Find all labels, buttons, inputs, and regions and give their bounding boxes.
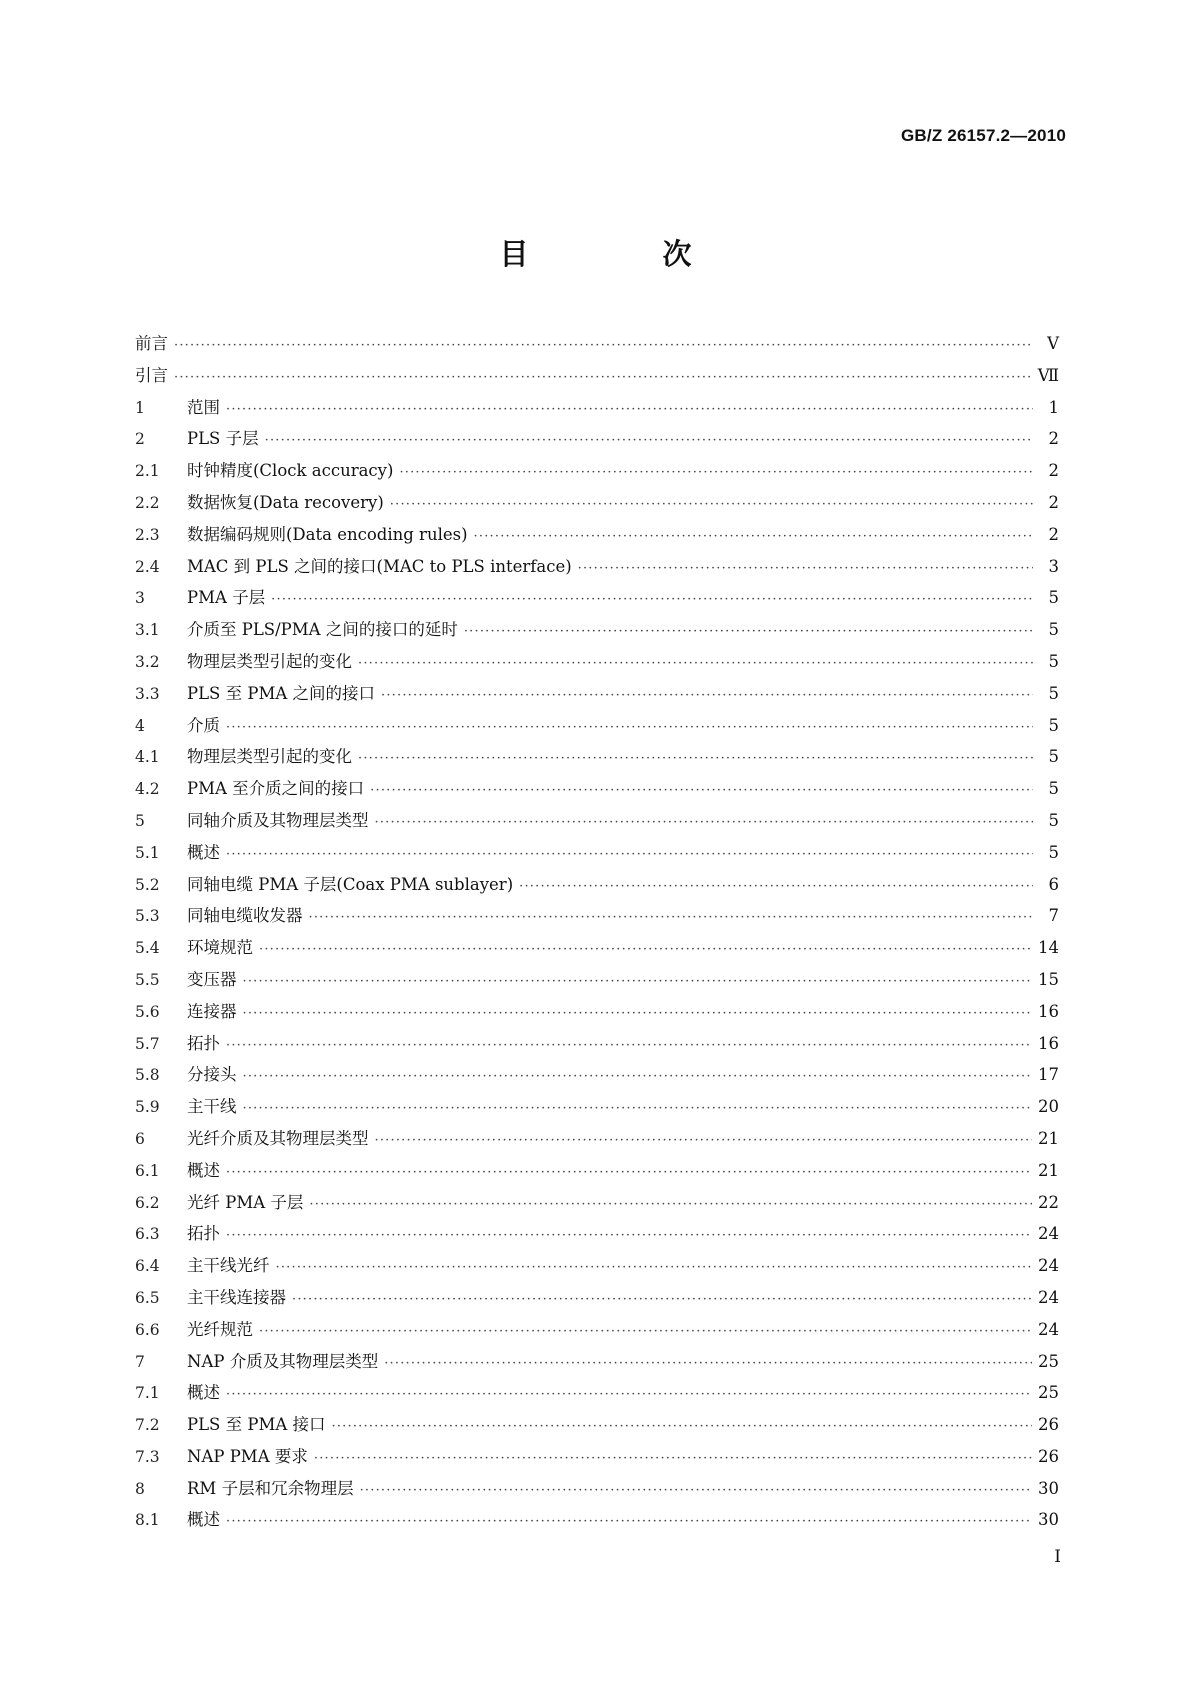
toc-entry-page: 24 bbox=[1038, 1224, 1059, 1244]
toc-entry-title: 介质 bbox=[187, 712, 226, 736]
toc-entry-title: 拓扑 bbox=[187, 1030, 226, 1054]
toc-dot-leader bbox=[314, 1451, 1032, 1466]
toc-entry-title: PMA 子层 bbox=[187, 584, 271, 608]
toc-entry[interactable] bbox=[135, 1284, 1059, 1316]
toc-entry-title: 主干线 bbox=[187, 1093, 243, 1117]
toc-dot-leader bbox=[309, 910, 1034, 925]
toc-entry-title: RM 子层和冗余物理层 bbox=[187, 1475, 360, 1499]
toc-entry-page: 5 bbox=[1048, 747, 1059, 767]
toc-dot-leader bbox=[226, 1228, 1032, 1243]
toc-entry-title: 拓扑 bbox=[187, 1220, 226, 1244]
toc-entry-page: 5 bbox=[1048, 810, 1059, 830]
toc-entry-number: 5.8 bbox=[135, 1066, 160, 1085]
toc-entry-page: 7 bbox=[1048, 906, 1059, 926]
toc-entry-page: 5 bbox=[1048, 620, 1059, 640]
toc-entry-number: 4.1 bbox=[135, 748, 160, 767]
toc-entry-number: 5.3 bbox=[135, 907, 160, 926]
toc-dot-leader bbox=[226, 1038, 1032, 1053]
page-title: 目 次 bbox=[499, 237, 754, 271]
toc-dot-leader bbox=[271, 592, 1033, 607]
toc-entry-page: 2 bbox=[1048, 524, 1059, 544]
toc-entry-number: 2.4 bbox=[135, 557, 160, 576]
toc-entry-title: PLS 至 PMA 之间的接口 bbox=[187, 680, 381, 704]
toc-dot-leader bbox=[174, 370, 1032, 385]
toc-entry-page: Ⅴ bbox=[1047, 334, 1059, 353]
toc-entry[interactable] bbox=[135, 807, 1059, 839]
toc-entry[interactable] bbox=[135, 743, 1059, 775]
toc-entry-title: PLS 至 PMA 接口 bbox=[187, 1411, 332, 1435]
toc-entry-page: 16 bbox=[1038, 1033, 1059, 1053]
toc-entry[interactable] bbox=[135, 1125, 1059, 1157]
toc-entry[interactable] bbox=[135, 584, 1059, 616]
toc-entry-page: 24 bbox=[1038, 1319, 1059, 1339]
toc-entry-page: 2 bbox=[1048, 492, 1059, 512]
toc-entry-number: 2.2 bbox=[135, 493, 160, 512]
toc-entry[interactable] bbox=[135, 839, 1059, 871]
toc-dot-leader bbox=[375, 815, 1034, 830]
toc-entry-number: 5.5 bbox=[135, 970, 160, 989]
toc-entry-page: 20 bbox=[1038, 1097, 1059, 1117]
toc-entry-title: NAP PMA 要求 bbox=[187, 1443, 314, 1467]
toc-entry-number: 3.2 bbox=[135, 652, 160, 671]
toc-dot-leader bbox=[358, 656, 1033, 671]
toc-entry-number: 4.2 bbox=[135, 780, 160, 799]
toc-entry-number: 2 bbox=[135, 430, 145, 449]
toc-entry-page: 24 bbox=[1038, 1287, 1059, 1307]
toc-entry[interactable] bbox=[135, 1220, 1059, 1252]
toc-entry-number: 5 bbox=[135, 811, 145, 830]
toc-entry[interactable] bbox=[135, 966, 1059, 998]
toc-entry-title: 同轴电缆 PMA 子层(Coax PMA sublayer) bbox=[187, 871, 519, 895]
toc-entry-title: 范围 bbox=[187, 394, 226, 418]
toc-entry[interactable] bbox=[135, 871, 1059, 903]
toc-dot-leader bbox=[464, 624, 1033, 639]
toc-entry-title: 光纤介质及其物理层类型 bbox=[187, 1125, 375, 1149]
toc-entry[interactable] bbox=[135, 1411, 1059, 1443]
toc-entry[interactable] bbox=[135, 1093, 1059, 1125]
toc-entry-page: 2 bbox=[1048, 461, 1059, 481]
toc-entry-number: 5.6 bbox=[135, 1002, 160, 1021]
toc-entry-number: 5.4 bbox=[135, 939, 160, 958]
toc-entry[interactable] bbox=[135, 1189, 1059, 1221]
toc-entry-number: 7 bbox=[135, 1352, 145, 1371]
toc-entry[interactable] bbox=[135, 330, 1059, 362]
toc-entry[interactable] bbox=[135, 775, 1059, 807]
toc-entry[interactable] bbox=[135, 1475, 1059, 1507]
toc-entry[interactable] bbox=[135, 1157, 1059, 1189]
toc-entry-title: 引言 bbox=[135, 362, 174, 386]
toc-entry[interactable] bbox=[135, 457, 1059, 489]
toc-entry-number: 5.9 bbox=[135, 1098, 160, 1117]
toc-dot-leader bbox=[174, 338, 1033, 353]
toc-dot-leader bbox=[259, 942, 1032, 957]
toc-entry-number: 6.5 bbox=[135, 1288, 160, 1307]
toc-entry-title: 环境规范 bbox=[187, 934, 259, 958]
toc-entry-number: 6.3 bbox=[135, 1225, 160, 1244]
toc-dot-leader bbox=[375, 1133, 1033, 1148]
toc-entry-number: 3.1 bbox=[135, 621, 160, 640]
toc-entry-title: 物理层类型引起的变化 bbox=[187, 743, 358, 767]
toc-entry-page: 15 bbox=[1038, 969, 1059, 989]
toc-entry-page: 24 bbox=[1038, 1256, 1059, 1276]
toc-entry[interactable] bbox=[135, 998, 1059, 1030]
toc-entry-number: 6.2 bbox=[135, 1193, 160, 1212]
toc-dot-leader bbox=[276, 1260, 1033, 1275]
toc-entry-number: 7.2 bbox=[135, 1416, 160, 1435]
toc-entry-title: PMA 至介质之间的接口 bbox=[187, 775, 370, 799]
toc-dot-leader bbox=[226, 1514, 1032, 1529]
toc-entry-page: 14 bbox=[1038, 938, 1059, 958]
toc-dot-leader bbox=[360, 1483, 1032, 1498]
toc-entry-title: 时钟精度(Clock accuracy) bbox=[187, 457, 399, 481]
toc-entry-number: 3 bbox=[135, 589, 145, 608]
toc-entry-title: PLS 子层 bbox=[187, 425, 265, 449]
toc-entry[interactable] bbox=[135, 616, 1059, 648]
toc-dot-leader bbox=[384, 1356, 1032, 1371]
toc-entry-title: 概述 bbox=[187, 1157, 226, 1181]
toc-entry-number: 6 bbox=[135, 1129, 145, 1148]
toc-entry-page: 26 bbox=[1038, 1446, 1059, 1466]
toc-entry-title: NAP 介质及其物理层类型 bbox=[187, 1348, 384, 1372]
toc-entry[interactable] bbox=[135, 648, 1059, 680]
toc-entry-page: 16 bbox=[1038, 1001, 1059, 1021]
toc-entry-page: 5 bbox=[1048, 651, 1059, 671]
toc-entry[interactable] bbox=[135, 362, 1059, 394]
toc-entry-page: 17 bbox=[1038, 1065, 1059, 1085]
toc-entry-title: 概述 bbox=[187, 1379, 226, 1403]
toc-entry-number: 5.7 bbox=[135, 1034, 160, 1053]
toc-dot-leader bbox=[474, 529, 1033, 544]
toc-entry-page: 5 bbox=[1048, 588, 1059, 608]
toc-entry-page: 30 bbox=[1038, 1510, 1059, 1530]
toc-entry-number: 8.1 bbox=[135, 1511, 160, 1530]
toc-entry-page: 21 bbox=[1038, 1128, 1059, 1148]
toc-entry[interactable] bbox=[135, 553, 1059, 585]
toc-dot-leader bbox=[243, 974, 1033, 989]
toc-entry-title: 分接头 bbox=[187, 1061, 243, 1085]
toc-entry-number: 8 bbox=[135, 1479, 145, 1498]
toc-dot-leader bbox=[370, 783, 1033, 798]
toc-entry-number: 1 bbox=[135, 398, 145, 417]
toc-entry-title: 主干线光纤 bbox=[187, 1252, 276, 1276]
toc-entry-title: 介质至 PLS/PMA 之间的接口的延时 bbox=[187, 616, 464, 640]
toc-entry[interactable] bbox=[135, 1030, 1059, 1062]
toc-entry-number: 6.6 bbox=[135, 1320, 160, 1339]
toc-entry-page: 5 bbox=[1048, 715, 1059, 735]
toc-entry-number: 2.1 bbox=[135, 462, 160, 481]
toc-entry[interactable] bbox=[135, 1061, 1059, 1093]
toc-entry[interactable] bbox=[135, 1506, 1059, 1538]
toc-dot-leader bbox=[292, 1292, 1032, 1307]
toc-dot-leader bbox=[226, 847, 1033, 862]
toc-entry-number: 7.1 bbox=[135, 1384, 160, 1403]
toc-dot-leader bbox=[519, 879, 1033, 894]
toc-entry[interactable] bbox=[135, 1379, 1059, 1411]
toc-entry-title: 连接器 bbox=[187, 998, 243, 1022]
toc-entry-page: 5 bbox=[1048, 683, 1059, 703]
toc-entry[interactable] bbox=[135, 934, 1059, 966]
toc-entry[interactable] bbox=[135, 521, 1059, 553]
toc-entry[interactable] bbox=[135, 1443, 1059, 1475]
toc-entry-title: 前言 bbox=[135, 330, 174, 354]
toc-entry[interactable] bbox=[135, 489, 1059, 521]
toc-entry-page: 21 bbox=[1038, 1160, 1059, 1180]
toc-dot-leader bbox=[265, 433, 1033, 448]
toc-dot-leader bbox=[243, 1101, 1033, 1116]
toc-entry[interactable] bbox=[135, 1316, 1059, 1348]
toc-dot-leader bbox=[390, 497, 1033, 512]
toc-entry-title: 数据恢复(Data recovery) bbox=[187, 489, 390, 513]
toc-entry-number: 3.3 bbox=[135, 684, 160, 703]
toc-entry-title: 光纤规范 bbox=[187, 1316, 259, 1340]
page-number: Ⅰ bbox=[1054, 1547, 1061, 1567]
toc-dot-leader bbox=[243, 1069, 1033, 1084]
toc-entry-page: 2 bbox=[1048, 429, 1059, 449]
toc-entry-title: 概述 bbox=[187, 1506, 226, 1530]
toc-dot-leader bbox=[332, 1419, 1032, 1434]
toc-entry-number: 6.4 bbox=[135, 1257, 160, 1276]
toc-entry-number: 4 bbox=[135, 716, 145, 735]
toc-entry-title: 物理层类型引起的变化 bbox=[187, 648, 358, 672]
toc-entry-title: 变压器 bbox=[187, 966, 243, 990]
toc-entry-page: 6 bbox=[1048, 874, 1059, 894]
toc-entry-number: 5.2 bbox=[135, 875, 160, 894]
toc-entry-title: 光纤 PMA 子层 bbox=[187, 1189, 309, 1213]
toc-entry-page: 3 bbox=[1048, 556, 1059, 576]
toc-entry-number: 5.1 bbox=[135, 843, 160, 862]
toc-entry-page: 25 bbox=[1038, 1383, 1059, 1403]
table-of-contents bbox=[135, 330, 1059, 1538]
toc-entry-title: 概述 bbox=[187, 839, 226, 863]
toc-dot-leader bbox=[226, 1387, 1032, 1402]
toc-entry-page: 22 bbox=[1038, 1192, 1059, 1212]
toc-entry-title: 同轴介质及其物理层类型 bbox=[187, 807, 375, 831]
toc-entry-page: 30 bbox=[1038, 1478, 1059, 1498]
toc-dot-leader bbox=[259, 1324, 1032, 1339]
toc-entry-number: 2.3 bbox=[135, 525, 160, 544]
toc-entry-page: 1 bbox=[1048, 397, 1059, 417]
toc-entry[interactable] bbox=[135, 1252, 1059, 1284]
toc-dot-leader bbox=[399, 465, 1033, 480]
toc-entry-page: 5 bbox=[1048, 779, 1059, 799]
toc-entry[interactable] bbox=[135, 712, 1059, 744]
toc-entry[interactable] bbox=[135, 1348, 1059, 1380]
toc-dot-leader bbox=[381, 688, 1033, 703]
toc-entry-page: Ⅶ bbox=[1037, 365, 1059, 385]
toc-entry[interactable] bbox=[135, 394, 1059, 426]
toc-entry-title: 数据编码规则(Data encoding rules) bbox=[187, 521, 474, 545]
toc-entry[interactable] bbox=[135, 425, 1059, 457]
toc-entry-title: 同轴电缆收发器 bbox=[187, 902, 309, 926]
toc-entry[interactable] bbox=[135, 902, 1059, 934]
toc-dot-leader bbox=[309, 1197, 1032, 1212]
toc-dot-leader bbox=[226, 720, 1033, 735]
toc-dot-leader bbox=[226, 402, 1033, 417]
toc-dot-leader bbox=[226, 1165, 1032, 1180]
toc-entry-number: 7.3 bbox=[135, 1447, 160, 1466]
toc-dot-leader bbox=[358, 751, 1033, 766]
toc-entry-page: 5 bbox=[1048, 842, 1059, 862]
toc-entry[interactable] bbox=[135, 680, 1059, 712]
toc-entry-title: 主干线连接器 bbox=[187, 1284, 292, 1308]
toc-entry-page: 26 bbox=[1038, 1415, 1059, 1435]
toc-entry-number: 6.1 bbox=[135, 1161, 160, 1180]
standard-code: GB/Z 26157.2—2010 bbox=[901, 126, 1066, 145]
toc-entry-title: MAC 到 PLS 之间的接口(MAC to PLS interface) bbox=[187, 553, 578, 577]
toc-entry-page: 25 bbox=[1038, 1351, 1059, 1371]
toc-dot-leader bbox=[578, 561, 1033, 576]
toc-dot-leader bbox=[243, 1006, 1033, 1021]
